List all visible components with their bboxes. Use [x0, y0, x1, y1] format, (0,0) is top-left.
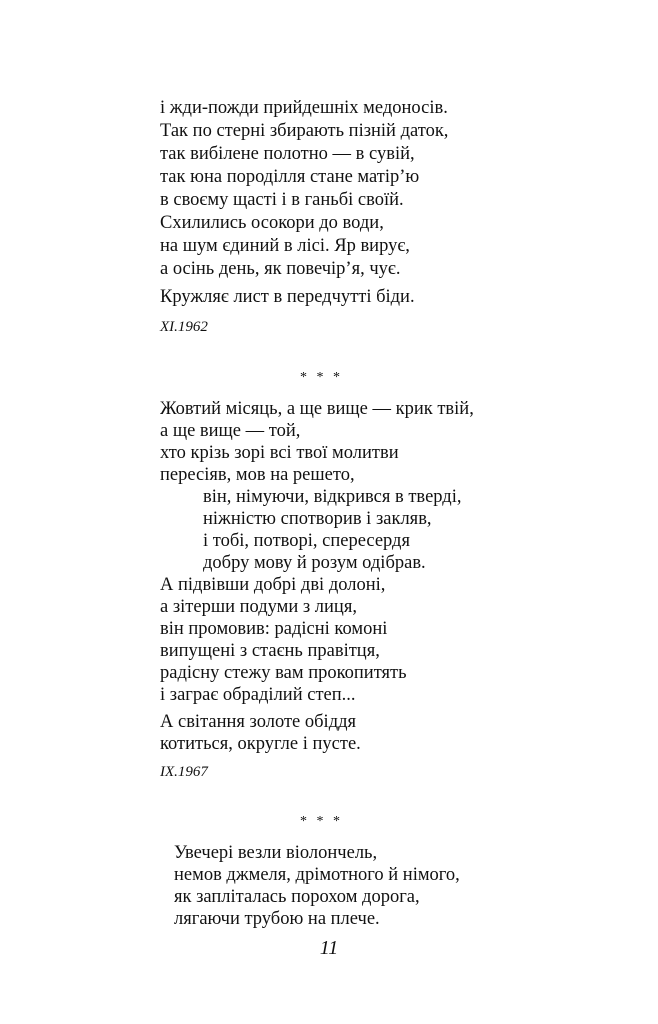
poem2-date: IX.1967 [160, 764, 208, 780]
poem1-line: Схилились осокори до води, [160, 213, 384, 233]
poem1-line: на шум єдиний в лісі. Яр вирує, [160, 236, 410, 256]
section-separator: * * * [300, 814, 343, 829]
poem2-line: Жовтий місяць, а ще вище — крик твій, [160, 399, 474, 419]
poem2-line: радісну стежу вам прокопитять [160, 663, 407, 683]
poem3-line: лягаючи трубою на плече. [174, 909, 380, 929]
poem2-line: а ще вище — той, [160, 421, 301, 441]
poem1-line: Так по стерні збирають пізній даток, [160, 121, 449, 141]
poem2-line: А підвівши добрі дві долоні, [160, 575, 386, 595]
poem1-line: в своєму щасті і в ганьбі своїй. [160, 190, 404, 210]
poem2-line: ніжністю спотворив і закляв, [203, 509, 432, 529]
section-separator: * * * [300, 370, 343, 385]
page-number: 11 [319, 937, 339, 959]
poem2-line: він, німуючи, відкрився в тверді, [203, 487, 462, 507]
poem1-line: а осінь день, як повечір’я, чує. [160, 259, 401, 279]
poem2-line: і тобі, потворі, спересердя [203, 531, 410, 551]
poem2-line: пересіяв, мов на решето, [160, 465, 355, 485]
poem2-line: добру мову й розум одібрав. [203, 553, 426, 573]
poem2-line: а зітерши подуми з лиця, [160, 597, 357, 617]
poem1-date: XI.1962 [160, 319, 208, 335]
poem2-line: А світання золоте обіддя [160, 712, 357, 732]
poem3-line: Увечері везли віолончель, [174, 843, 378, 863]
poem2-line: він промовив: радісні комоні [160, 619, 388, 639]
poem3-line: як запліталась порохом дорога, [174, 887, 420, 907]
poem1-line: Кружляє лист в передчутті біди. [160, 287, 415, 307]
poem1-line: так юна породілля стане матір’ю [160, 167, 420, 187]
poem3-line: немов джмеля, дрімотного й німого, [174, 865, 460, 885]
poem2-line: випущені з стаєнь правітця, [160, 641, 380, 661]
poem1-line: так вибілене полотно — в сувій, [160, 144, 415, 164]
poem2-line: хто крізь зорі всі твої молитви [160, 443, 399, 463]
poem1-line: і жди-пожди прийдешніх медоносів. [160, 98, 448, 118]
poem2-line: котиться, округле і пусте. [160, 734, 361, 754]
poem2-line: і заграє обраділий степ... [160, 685, 356, 705]
